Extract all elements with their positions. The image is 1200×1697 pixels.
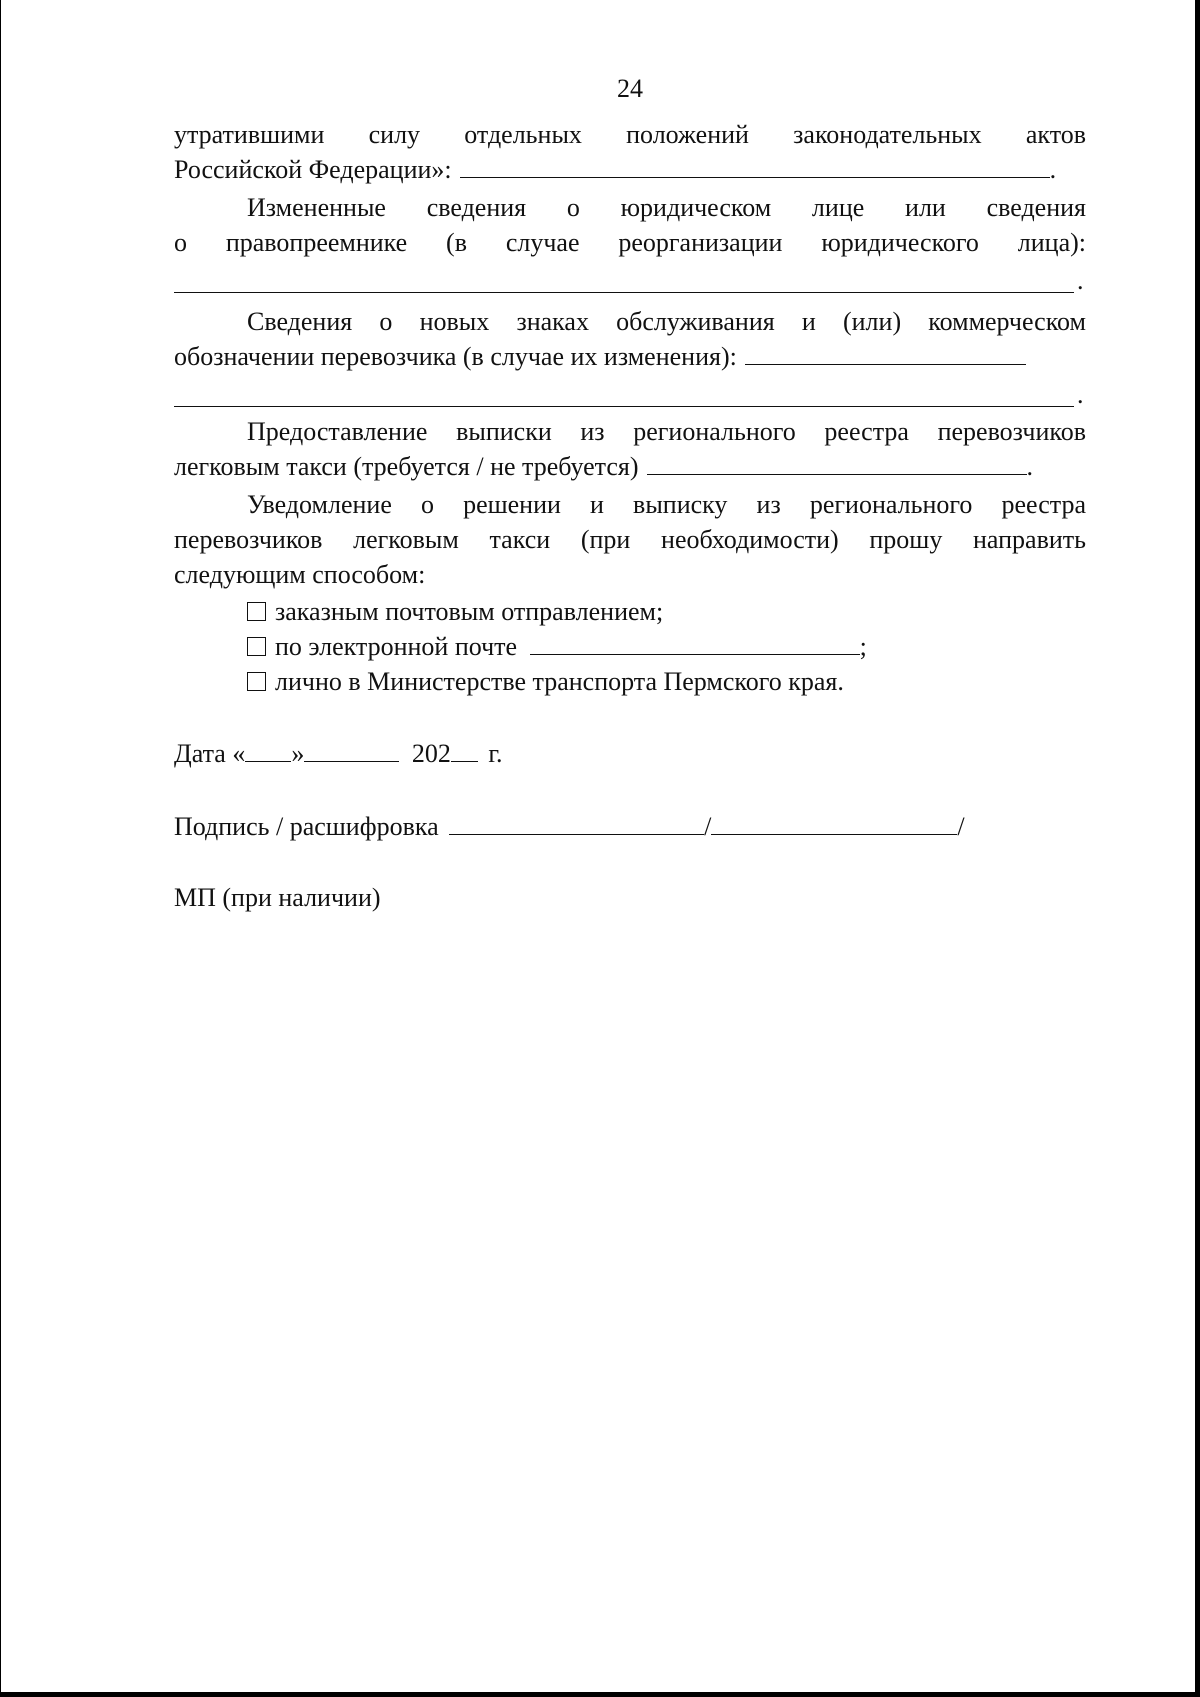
email-field[interactable] <box>530 632 860 655</box>
line-end: . <box>1077 266 1084 295</box>
paragraph-line: следующим способом: <box>174 560 426 589</box>
paragraph-line: Сведения о новых знаках обслуживания и (или) коммерческом <box>247 307 1086 336</box>
document-page <box>1 0 1195 1692</box>
paragraph-extract <box>174 414 1086 484</box>
signature-separator: / <box>704 812 712 841</box>
day-field[interactable] <box>245 739 291 762</box>
option-label: лично в Министерстве транспорта Пермского края. <box>275 667 844 696</box>
paragraph-notification <box>174 487 1086 592</box>
paragraph-line: Предоставление выписки из регионального реестра перевозчиков <box>247 417 1086 446</box>
page-number: 24 <box>617 74 643 103</box>
service-marks-field[interactable] <box>745 342 1026 365</box>
year-suffix: г. <box>488 739 503 768</box>
paragraph-line <box>174 152 1086 187</box>
signature-end: / <box>957 812 965 841</box>
date-quote: » <box>291 739 305 768</box>
document-body <box>174 117 1086 915</box>
paragraph-service-marks <box>174 304 1086 412</box>
option-label: по электронной почте <box>275 632 518 661</box>
changed-info-row <box>174 260 1086 298</box>
line-end: . <box>1077 380 1084 409</box>
paragraph-line: Уведомление о решении и выписку из регионального реестра <box>247 490 1086 519</box>
option-email <box>174 629 1086 664</box>
year-field[interactable] <box>451 739 478 762</box>
paragraph-changed-info <box>174 190 1086 298</box>
field-label: легковым такси (требуется / не требуется) <box>174 452 639 481</box>
field-label: обозначении перевозчика (в случае их изменения): <box>174 342 737 371</box>
checkbox[interactable] <box>247 672 266 691</box>
acts-field[interactable] <box>460 155 1050 178</box>
paragraph-line: утратившими силу отдельных положений законодательных актов <box>174 120 1086 149</box>
paragraph-line: Измененные сведения о юридическом лице или сведения <box>247 193 1086 222</box>
option-in-person <box>174 664 1086 699</box>
signature-line <box>174 809 1086 844</box>
date-label: Дата « <box>174 739 246 768</box>
line-end: ; <box>859 632 867 661</box>
option-registered-mail <box>174 594 1086 629</box>
date-line <box>174 736 1086 771</box>
paragraph-line <box>174 449 1086 484</box>
paragraph-line: перевозчиков легковым такси (при необходимости) прошу направить <box>174 525 1086 554</box>
name-decoding-field[interactable] <box>711 812 957 835</box>
service-marks-row <box>174 374 1086 412</box>
year-prefix: 202 <box>411 739 451 768</box>
paragraph-acts <box>174 117 1086 187</box>
option-label: заказным почтовым отправлением; <box>275 597 664 626</box>
paragraph-line <box>174 339 1086 374</box>
line-end: . <box>1049 155 1057 184</box>
extract-field[interactable] <box>647 452 1027 475</box>
signature-label: Подпись / расшифровка <box>174 812 439 841</box>
paragraph-line: о правопреемнике (в случае реорганизации юридического лица): <box>174 228 1086 257</box>
changed-info-field[interactable] <box>174 270 1074 293</box>
service-marks-field-2[interactable] <box>174 384 1074 407</box>
signature-field[interactable] <box>449 812 704 835</box>
line-end: . <box>1026 452 1034 481</box>
checkbox[interactable] <box>247 637 266 656</box>
stamp-line: МП (при наличии) <box>174 883 381 912</box>
delivery-options <box>174 594 1086 699</box>
checkbox[interactable] <box>247 602 266 621</box>
field-label: Российской Федерации»: <box>174 155 452 184</box>
month-field[interactable] <box>304 739 399 762</box>
